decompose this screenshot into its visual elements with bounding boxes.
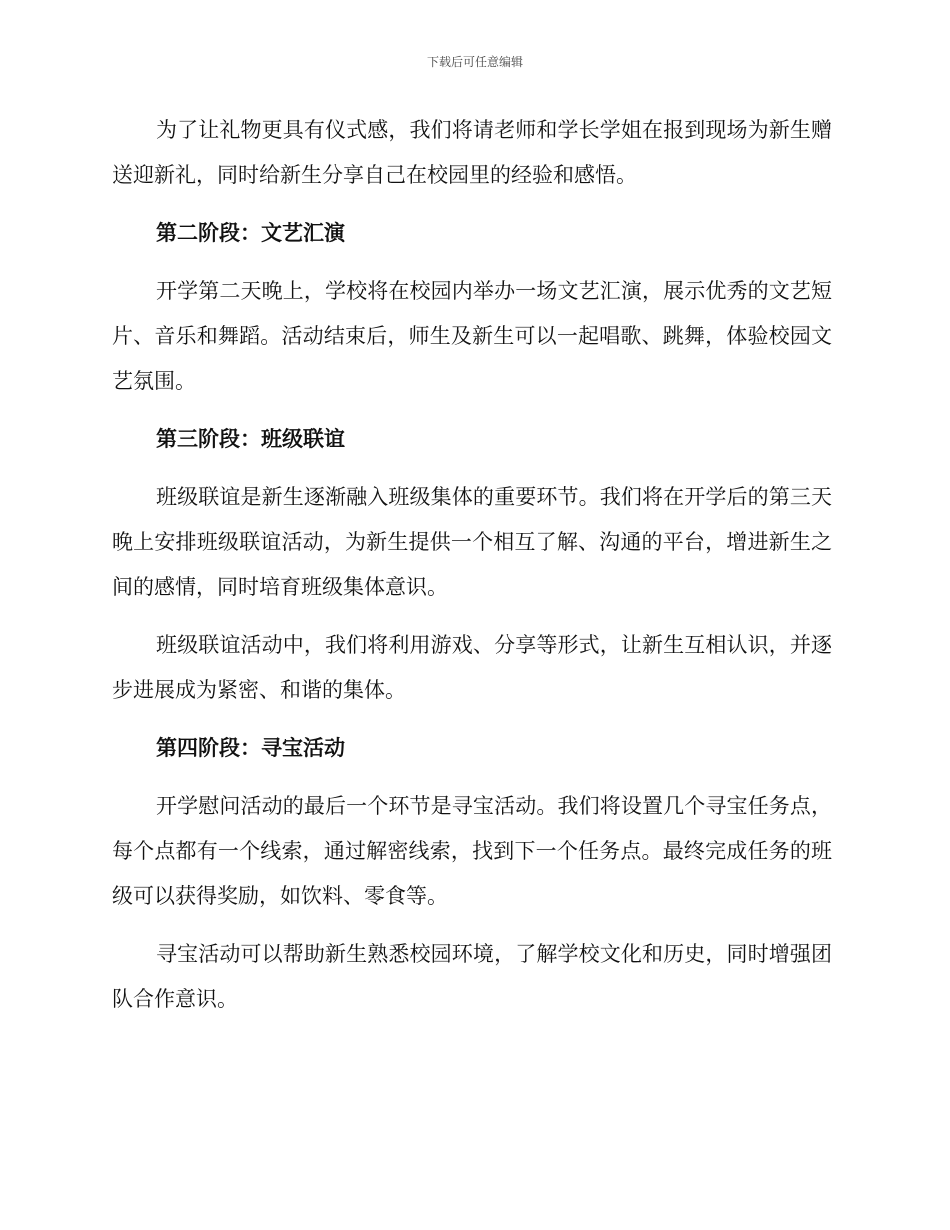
document-body [112,108,832,1035]
paragraph-treasure-hunt-benefits: 寻宝活动可以帮助新生熟悉校园环境，了解学校文化和历史，同时增强团队合作意识。 [112,942,832,1011]
paragraph-class-gathering: 班级联谊是新生逐渐融入班级集体的重要环节。我们将在开学后的第三天晚上安排班级联谊活动，为新生提供一个相互了解、沟通的平台，增进新生之间的感情，同时培育班级集体意识。 [112,485,832,599]
paragraph-welcome-gift: 为了让礼物更具有仪式感，我们将请老师和学长学姐在报到现场为新生赠送迎新礼，同时给新生分享自己在校园里的经验和感悟。 [112,118,832,187]
paragraph-class-gathering-activities: 班级联谊活动中，我们将利用游戏、分享等形式，让新生互相认识，并逐步进展成为紧密、和谐的集体。 [112,633,832,702]
section-heading-stage-3: 第三阶段：班级联谊 [156,427,345,451]
section-heading-stage-2: 第二阶段：文艺汇演 [156,221,345,245]
paragraph-treasure-hunt: 开学慰问活动的最后一个环节是寻宝活动。我们将设置几个寻宝任务点，每个点都有一个线索，通过解密线索，找到下一个任务点。最终完成任务的班级可以获得奖励，如饮料、零食等。 [112,794,832,908]
paragraph-art-performance: 开学第二天晚上，学校将在校园内举办一场文艺汇演，展示优秀的文艺短片、音乐和舞蹈。活动结束后，师生及新生可以一起唱歌、跳舞，体验校园文艺氛围。 [112,279,832,393]
section-heading-stage-4: 第四阶段：寻宝活动 [156,736,345,760]
page-header-note: 下载后可任意编辑 [426,55,523,69]
